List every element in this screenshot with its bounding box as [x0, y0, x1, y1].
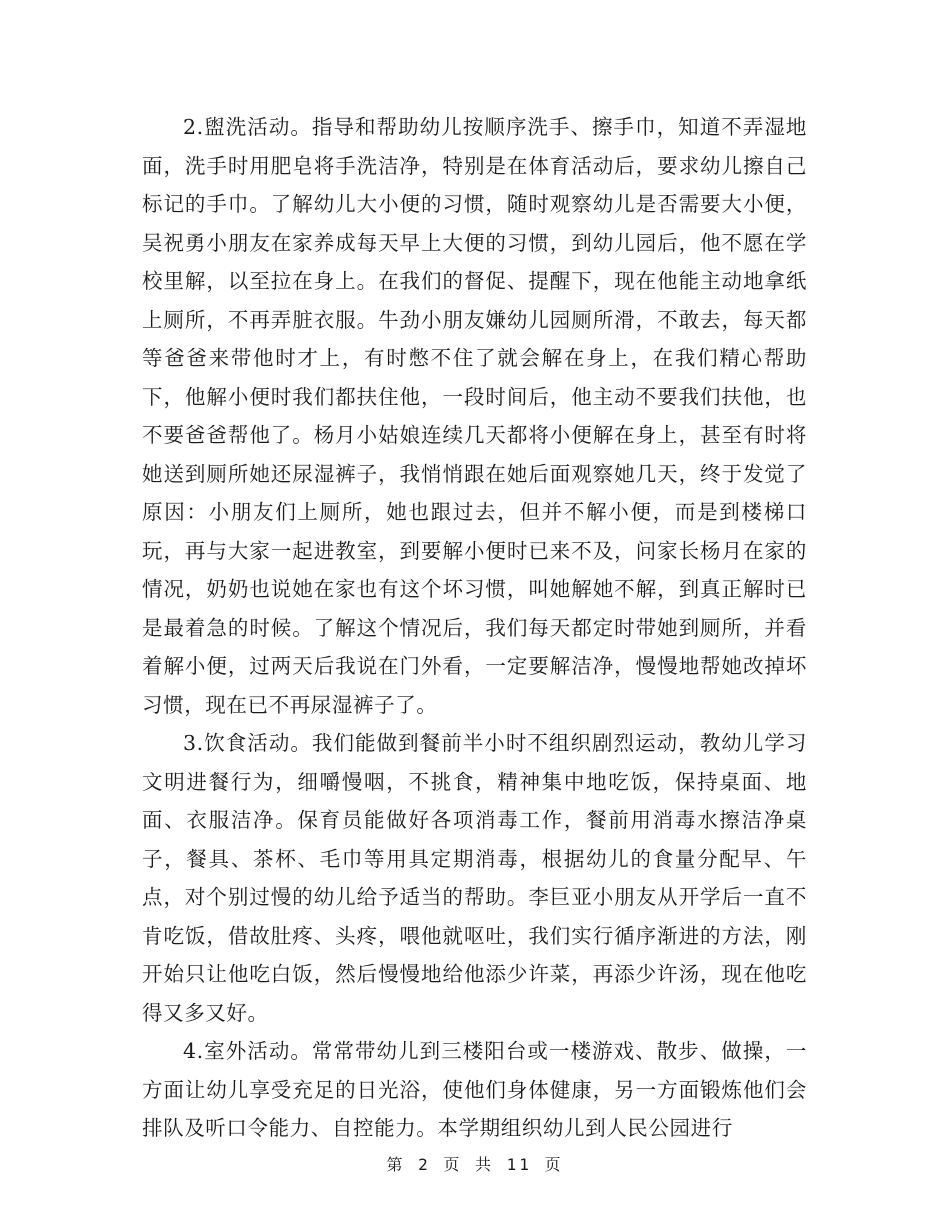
- paragraph-washing-activity: 2.盥洗活动。指导和帮助幼儿按顺序洗手、擦手巾，知道不弄湿地面，洗手时用肥皂将手洗洁净，特别是在体育活动后，要求幼儿擦自己标记的手巾。了解幼儿大小便的习惯，随时观察幼儿是否需要大小便，吴祝勇小朋友在家养成每天早上大便的习惯，到幼儿园后，他不愿在学校里解，以至拉在身上。在我们的督促、提醒下，现在他能主动地拿纸上厕所，不再弄脏衣服。牛劲小朋友嫌幼儿园厕所滑，不敢去，每天都等爸爸来带他时才上，有时憋不住了就会解在身上，在我们精心帮助下，他解小便时我们都扶住他，一段时间后，他主动不要我们扶他，也不要爸爸帮他了。杨月小姑娘连续几天都将小便解在身上，甚至有时将她送到厕所她还尿湿裤子，我悄悄跟在她后面观察她几天，终于发觉了原因：小朋友们上厕所，她也跟过去，但并不解小便，而是到楼梯口玩，再与大家一起进教室，到要解小便时已来不及，问家长杨月在家的情况，奶奶也说她在家也有这个坏习惯，叫她解她不解，到真正解时已是最着急的时候。了解这个情况后，我们每天都定时带她到厕所，并看着解小便，过两天后我说在门外看，一定要解洁净，慢慢地帮她改掉坏习惯，现在已不再尿湿裤子了。: [142, 115, 807, 717]
- paragraph-dining-activity: 3.饮食活动。我们能做到餐前半小时不组织剧烈运动，教幼儿学习文明进餐行为，细嚼慢咽，不挑食，精神集中地吃饭，保持桌面、地面、衣服洁净。保育员能做好各项消毒工作，餐前用消毒水擦洁净桌子，餐具、茶杯、毛巾等用具定期消毒，根据幼儿的食量分配早、午点，对个别过慢的幼儿给予适当的帮助。李巨亚小朋友从开学后一直不肯吃饭，借故肚疼、头疼，喂他就呕吐，我们实行循序渐进的方法，刚开始只让他吃白饭，然后慢慢地给他添少许菜，再添少许汤，现在他吃得又多又好。: [142, 731, 807, 1025]
- paragraph-outdoor-activity: 4.室外活动。常常带幼儿到三楼阳台或一楼游戏、散步、做操，一方面让幼儿享受充足的日光浴，使他们身体健康，另一方面锻炼他们会排队及听口令能力、自控能力。本学期组织幼儿到人民公园进行: [142, 1039, 807, 1140]
- page-number-footer: 第 2 页 共 11 页: [386, 1155, 564, 1174]
- document-body: [142, 108, 807, 1148]
